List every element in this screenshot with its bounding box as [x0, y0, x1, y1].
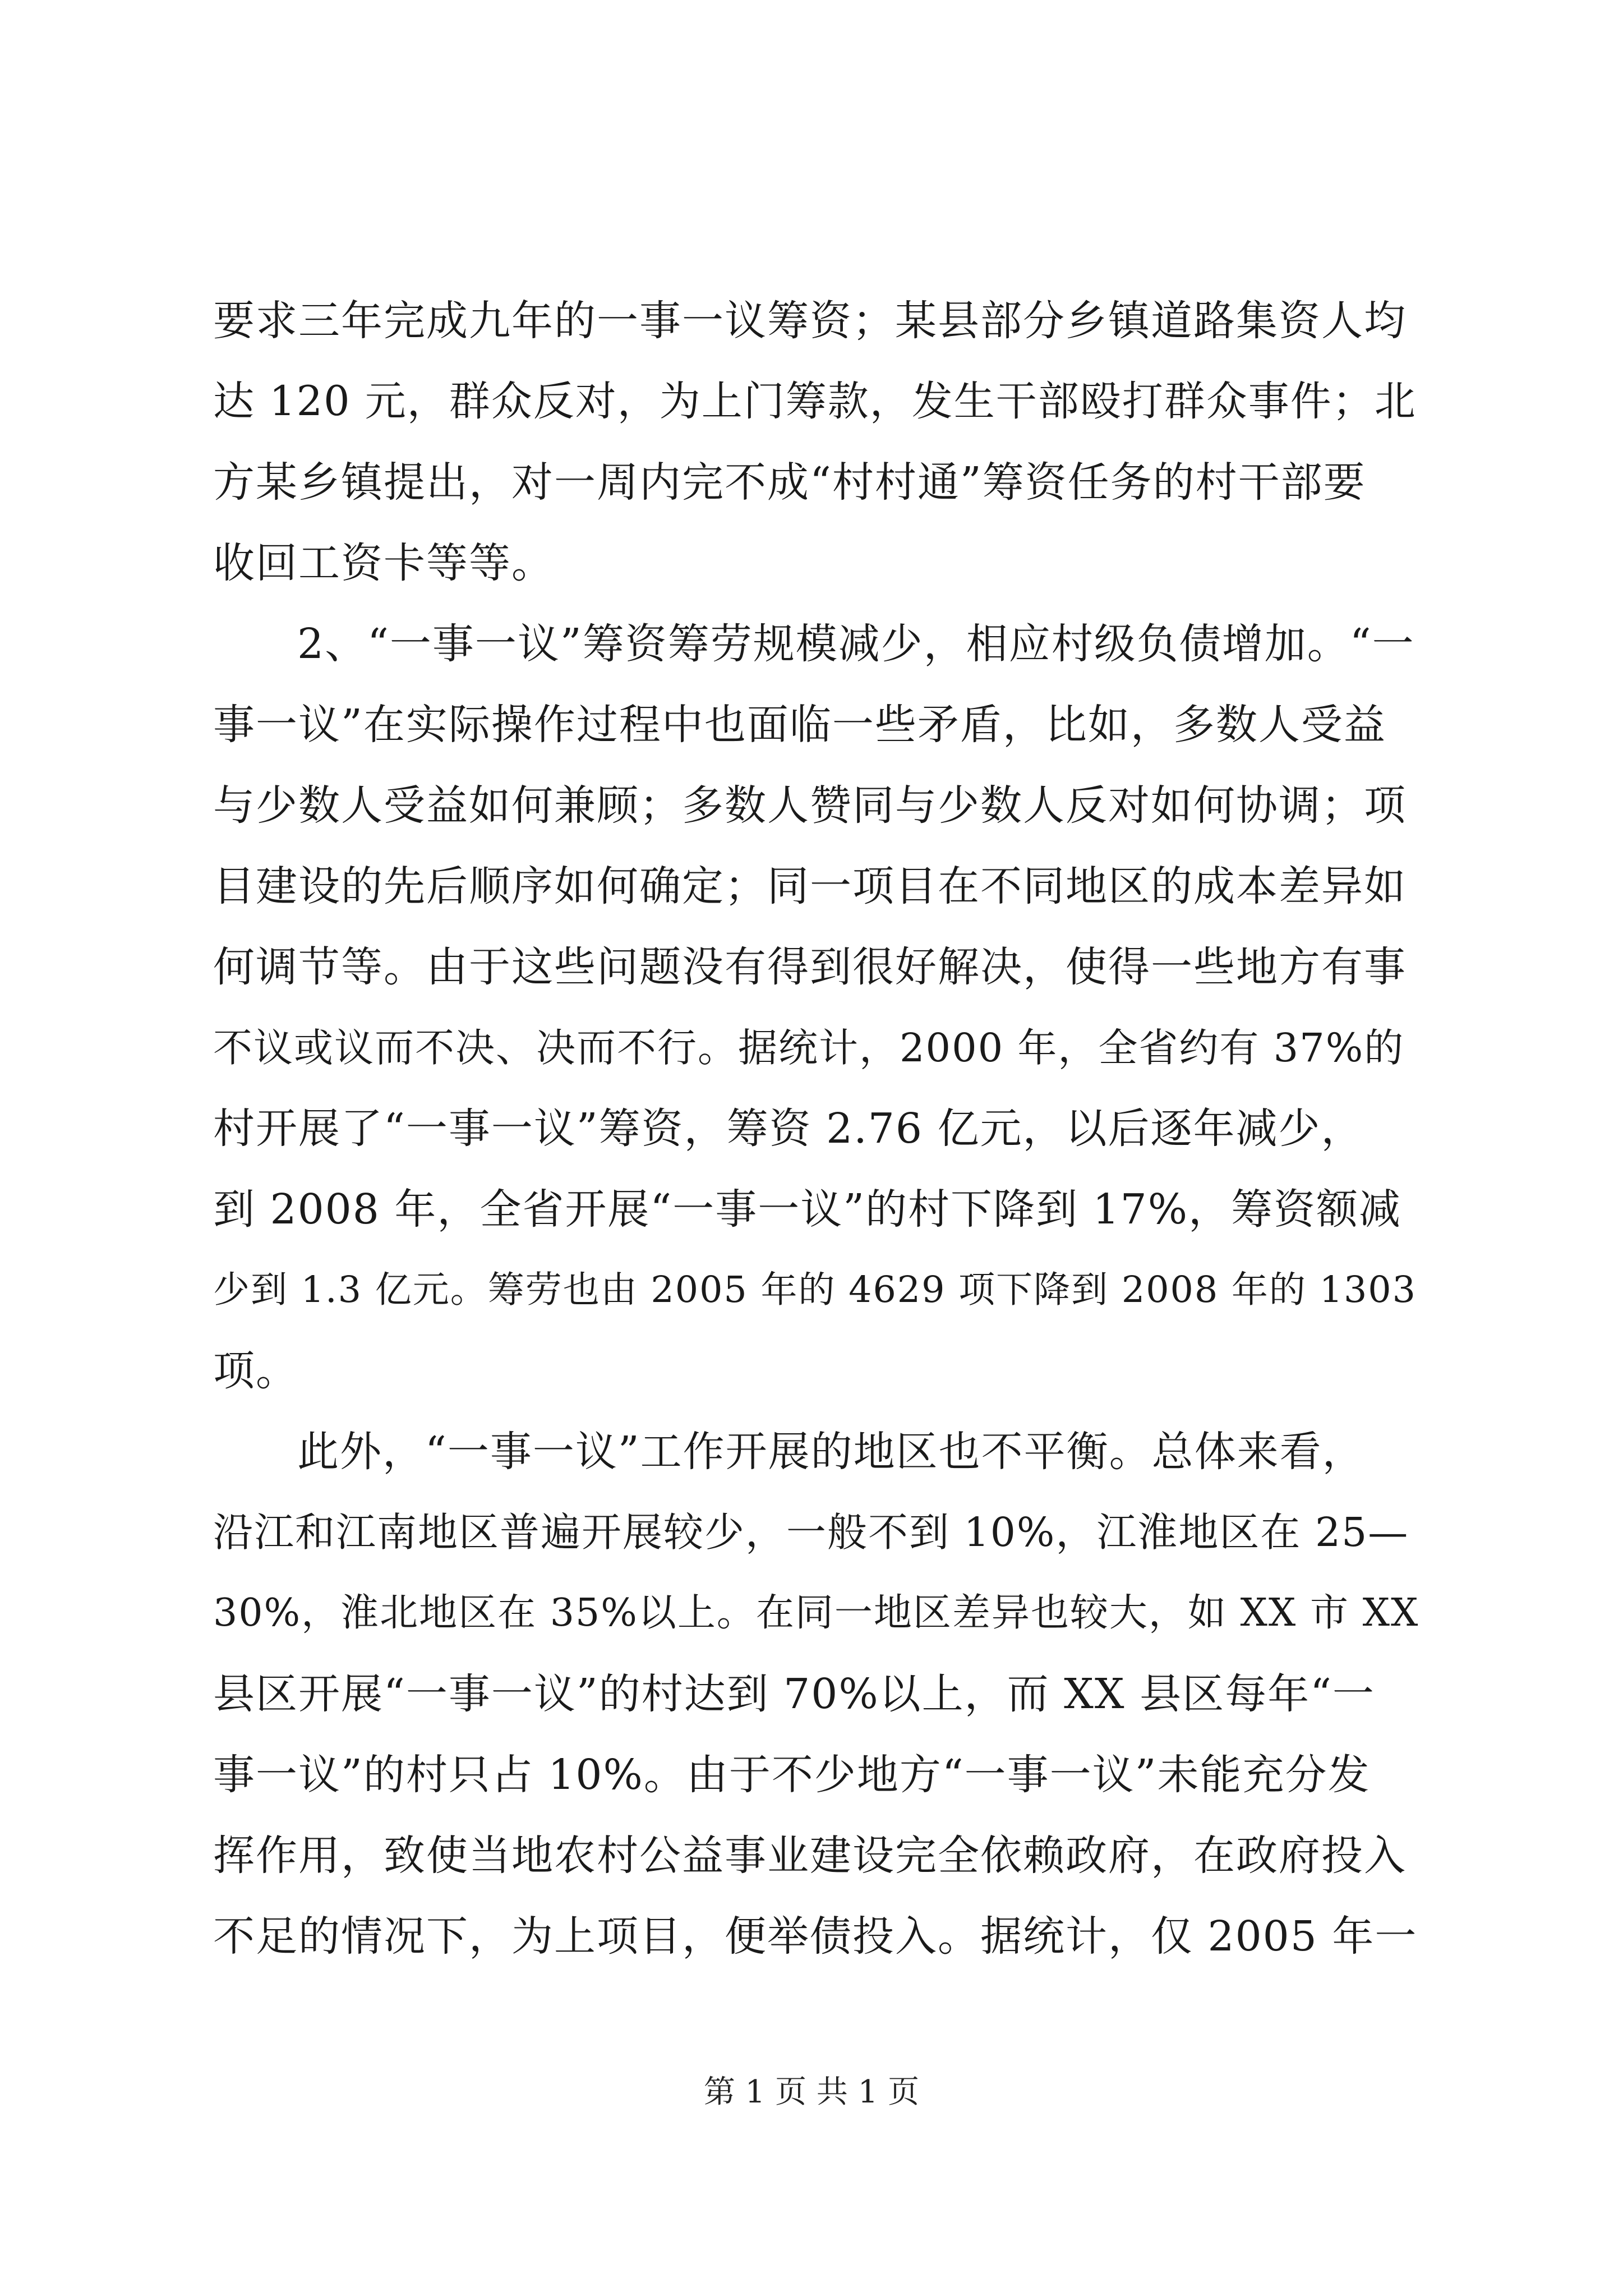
text-line: 收回工资卡等等。 [213, 539, 554, 587]
text-line: 目建设的先后顺序如何确定；同一项目在不同地区的成本差异如 [213, 862, 1407, 910]
text-line: 方某乡镇提出，对一周内完不成“村村通”筹资任务的村干部要 [213, 458, 1366, 507]
text-line: 县区开展“一事一议”的村达到 70%以上，而 XX 县区每年“一 [213, 1670, 1375, 1718]
text-line: 2、“一事一议”筹资筹劳规模减少，相应村级负债增加。“一 [297, 620, 1415, 668]
text-line: 不议或议而不决、决而不行。据统计，2000 年，全省约有 37%的 [213, 1025, 1405, 1071]
text-line: 项。 [213, 1347, 298, 1395]
text-line: 沿江和江南地区普遍开展较少，一般不到 10%，江淮地区在 25— [213, 1509, 1409, 1556]
text-line: 村开展了“一事一议”筹资，筹资 2.76 亿元，以后逐年减少， [213, 1105, 1364, 1153]
text-line: 不足的情况下，为上项目，便举债投入。据统计，仅 2005 年一 [213, 1912, 1418, 1961]
text-line: 挥作用，致使当地农村公益事业建设完全依赖政府，在政府投入 [213, 1832, 1407, 1880]
text-line: 事一议”的村只占 10%。由于不少地方“一事一议”未能充分发 [213, 1751, 1371, 1799]
text-line: 与少数人受益如何兼顾；多数人赞同与少数人反对如何协调；项 [213, 781, 1407, 830]
document-body [213, 280, 1419, 1977]
text-line: 事一议”在实际操作过程中也面临一些矛盾，比如，多数人受益 [213, 701, 1386, 749]
text-line: 要求三年完成九年的一事一议筹资；某县部分乡镇道路集资人均 [213, 297, 1407, 345]
text-line: 何调节等。由于这些问题没有得到很好解决，使得一些地方有事 [213, 943, 1407, 991]
text-line: 少到 1.3 亿元。筹劳也由 2005 年的 4629 项下降到 2008 年的 1303 [213, 1269, 1417, 1311]
text-line: 此外，“一事一议”工作开展的地区也不平衡。总体来看， [297, 1428, 1365, 1476]
page-footer: 第 1 页 共 1 页 [703, 2074, 920, 2110]
text-line: 达 120 元，群众反对，为上门筹款，发生干部殴打群众事件；北 [213, 378, 1417, 425]
text-line: 30%，淮北地区在 35%以上。在同一地区差异也较大，如 XX 市 XX [213, 1591, 1419, 1635]
text-line: 到 2008 年，全省开展“一事一议”的村下降到 17%，筹资额减 [213, 1185, 1402, 1234]
